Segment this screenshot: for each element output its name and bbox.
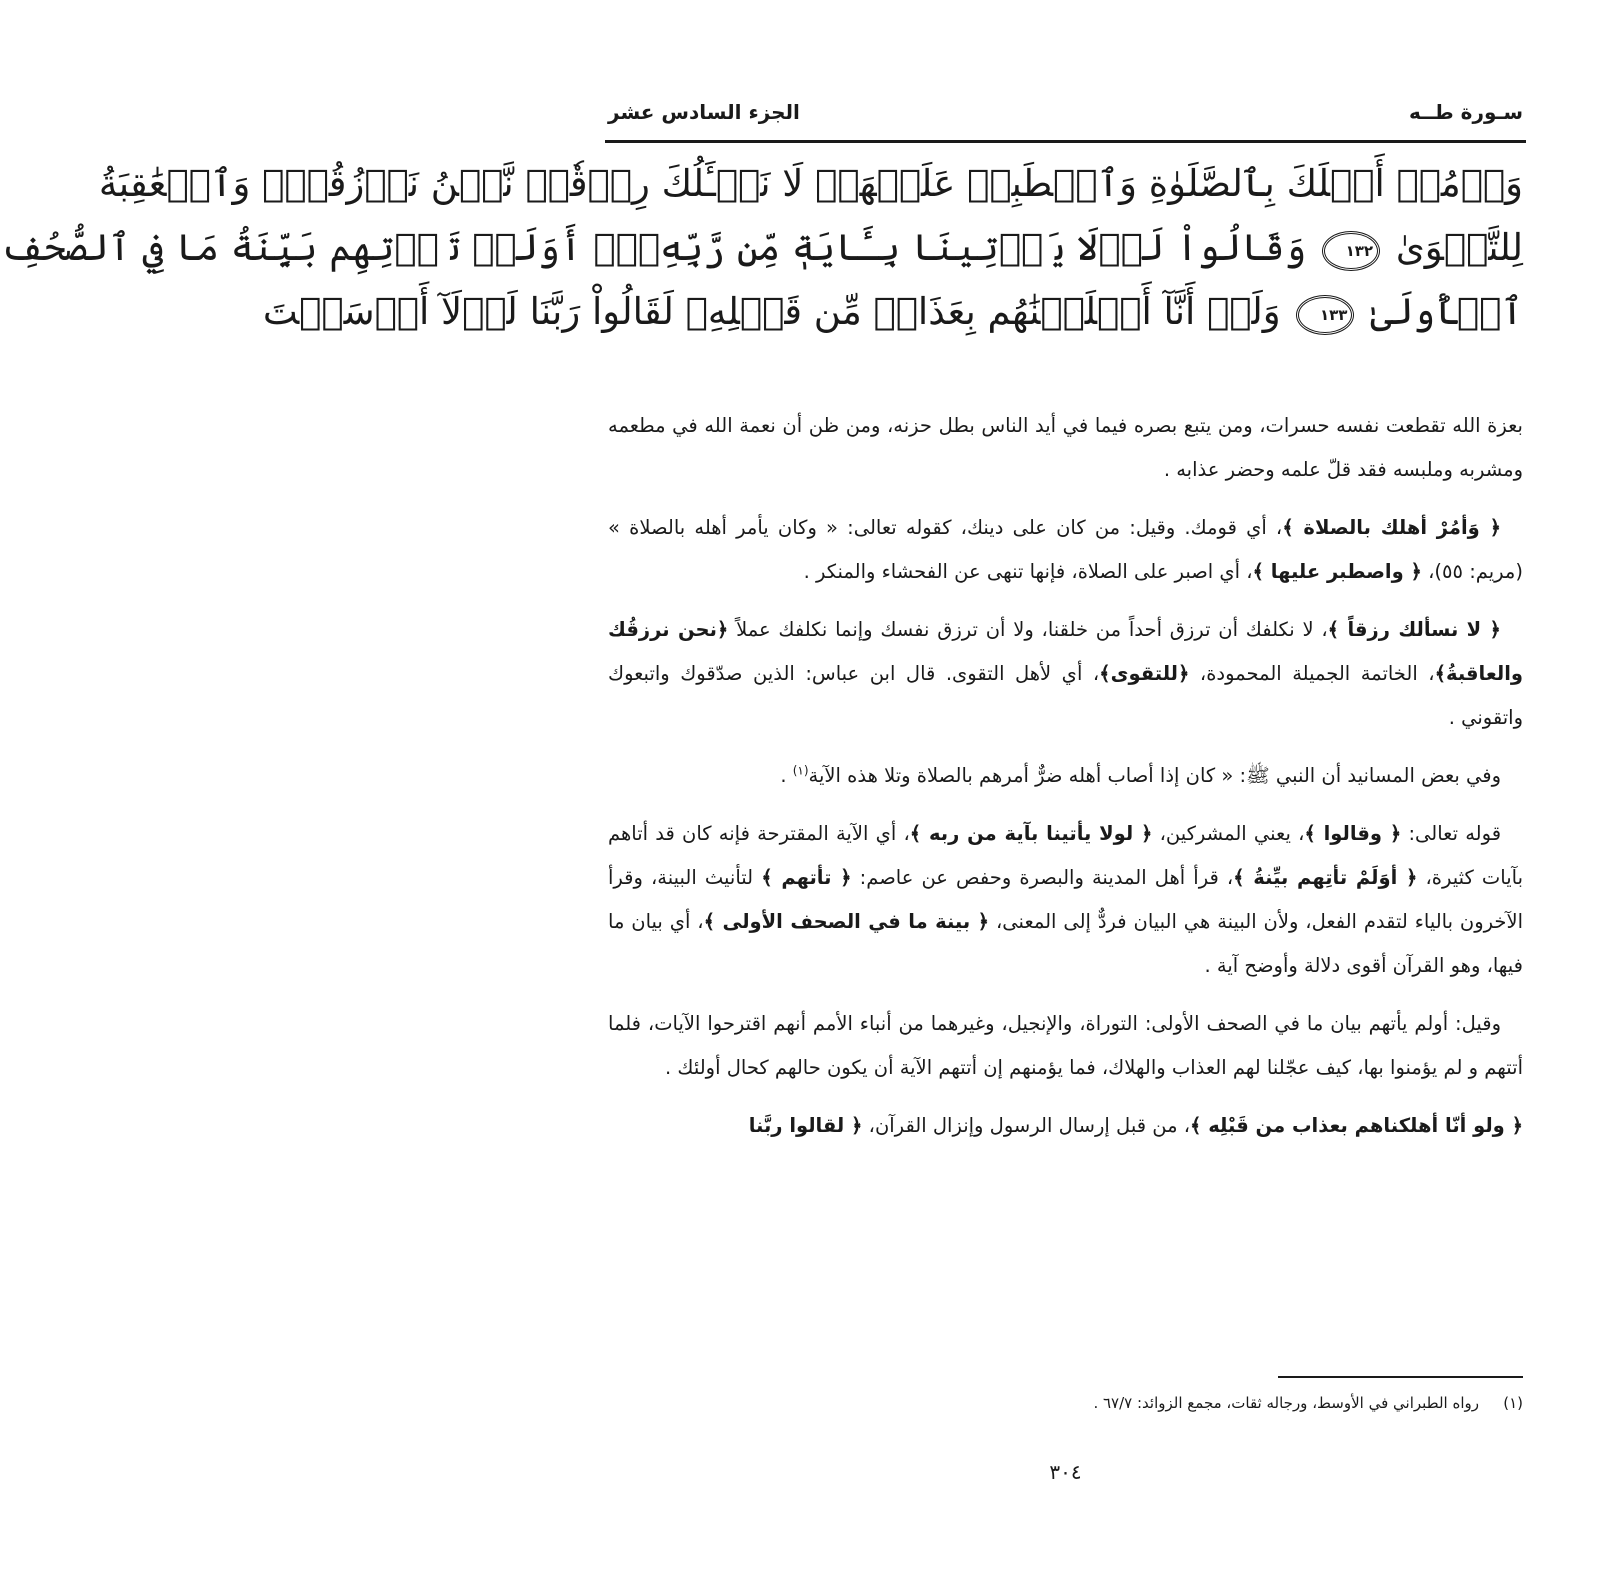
footnote-text: رواه الطبراني في الأوسط، ورجاله ثقات، مجمع الزوائد: ٦٧/٧ .	[1093, 1394, 1479, 1412]
paragraph-text: ، أي قومك. وقيل: من كان على دينك، كقوله تعالى: « وكان يأمر أهله بالصلاة » (مريم: ٥٥)،	[608, 516, 1523, 583]
commentary-text	[608, 404, 1523, 1162]
quoted-verse: ﴿ وَأمُرْ أهلك بالصلاة ﴾	[1282, 516, 1501, 539]
quoted-verse: ﴿ لا نسألك رزقاً ﴾	[1327, 618, 1501, 641]
paragraph-text: ، أي لأهل التقوى. قال ابن عباس: الذين صدّقوك واتبعوك واتقوني .	[608, 662, 1523, 729]
paragraph-text: ، يعني المشركين،	[1152, 822, 1305, 845]
footnote-rule	[1278, 1376, 1523, 1378]
header-rule	[605, 140, 1526, 143]
paragraph-3	[608, 608, 1523, 740]
paragraph-2	[608, 506, 1523, 594]
quoted-verse: ﴿نحن نرزقُك والعاقبةُ﴾	[608, 618, 1523, 685]
paragraph-text: وقيل: أولم يأتهم بيان ما في الصحف الأولى: التوراة، والإنجيل، وغيرهما من أنباء الأمم أنهم اقترحوا الآيات، فلما أتتهم و لم يؤمنوا بها، كيف عجّلنا لهم العذاب والهلاك، فما يؤمنهم إن أتتهم الآية أن يكون حالهم كحال أولئك .	[608, 1012, 1523, 1079]
quoted-verse: ﴿ واصطبر عليها ﴾	[1252, 560, 1422, 583]
quran-line-3-end: وَلَوۡ أَنَّآ أَهۡلَكۡنَٰهُم بِعَذَابٖ مِّن قَبۡلِهِۦ لَقَالُواْ رَبَّنَا لَوۡلَآ أَرۡسَلۡتَ	[262, 290, 1281, 333]
paragraph-5	[608, 812, 1523, 988]
surah-title: سـورة طــه	[1409, 100, 1523, 124]
quoted-verse: ﴿ ولو أنّا أهلكناهم بعذاب من قَبْلِه ﴾	[1190, 1114, 1523, 1137]
paragraph-text: ، أي اصبر على الصلاة، فإنها تنهى عن الفحشاء والمنكر .	[803, 560, 1253, 583]
running-header	[608, 92, 1523, 132]
paragraph-text: بعزة الله تقطعت نفسه حسرات، ومن يتبع بصره فيما في أيد الناس بطل حزنه، ومن ظن أن نعمة الله في مطعمه ومشربه وملبسه فقد قلّ علمه وحضر عذابه .	[608, 414, 1523, 481]
quran-line-2-end: وَقَالُواْ لَوۡلَا يَأۡتِينَا بِـَٔايَةٖ مِّن رَّبِّهِۦٓۚ أَوَلَمۡ تَأۡتِهِم بَيِّنَةُ مَا فِي ٱلصُّحُفِ	[0, 226, 1307, 269]
quran-line-2-start: لِلتَّقۡوَىٰ	[1395, 226, 1523, 269]
paragraph-text: ، أي بيان ما فيها، وهو القرآن أقوى دلالة وأوضح آية .	[608, 910, 1523, 977]
footnote-number: (١)	[1503, 1394, 1523, 1412]
quoted-verse: ﴿ بينة ما في الصحف الأولى ﴾	[703, 910, 990, 933]
paragraph-text: ، الخاتمة الجميلة المحمودة،	[1189, 662, 1435, 685]
quoted-verse: ﴿ لولا يأتينا بآية من ربه ﴾	[909, 822, 1153, 845]
ayah-number-marker: ١٣٢	[1322, 231, 1380, 271]
ayah-number-marker: ١٣٣	[1296, 295, 1354, 335]
juz-title: الجزء السادس عشر	[608, 100, 800, 124]
paragraph-text: وفي بعض المسانيد أن النبي ﷺ: « كان إذا أصاب أهله ضرٌّ أمرهم بالصلاة وتلا هذه الآية	[808, 764, 1501, 787]
quran-line-1: وَأۡمُرۡ أَهۡلَكَ بِٱلصَّلَوٰةِ وَٱصۡطَبِرۡ عَلَيۡهَاۖ لَا نَسۡـَٔلُكَ رِزۡقٗاۖ نَّحۡنُ نَرۡزُقُكَۗ وَٱلۡعَٰقِبَةُ	[98, 162, 1523, 205]
footnote-reference: (١)	[792, 763, 809, 778]
paragraph-text: ، أي الآية المقترحة فإنه كان قد أتاهم بآيات كثيرة،	[608, 822, 1523, 889]
footnote	[608, 1388, 1523, 1418]
paragraph-text: ، قرأ أهل المدينة والبصرة وحفص عن عاصم:	[851, 866, 1234, 889]
paragraph-text: لتأنيث البينة، وقرأ الآخرون بالياء لتقدم الفعل، ولأن البينة هي البيان فردٌّ إلى المعنى،	[608, 866, 1524, 933]
paragraph-7	[608, 1104, 1523, 1148]
page-number: ٣٠٤	[1049, 1460, 1082, 1484]
quran-line-3-start: ٱلۡأُولَىٰ	[1370, 290, 1523, 333]
quran-verses	[0, 152, 1523, 344]
paragraph-text: ، من قبل إرسال الرسول وإنزال القرآن،	[862, 1114, 1191, 1137]
paragraph-text: قوله تعالى:	[1401, 822, 1502, 845]
paragraph-1	[608, 404, 1523, 492]
quoted-verse: ﴿ تأتهم ﴾	[761, 866, 852, 889]
quoted-verse: ﴿ لقالوا ربَّنا	[748, 1114, 863, 1137]
quran-line-2	[0, 216, 1523, 280]
paragraph-4	[608, 754, 1523, 798]
quoted-verse: ﴿للتقوى﴾	[1099, 662, 1190, 685]
paragraph-6	[608, 1002, 1523, 1090]
paragraph-text: ، لا نكلفك أن ترزق أحداً من خلقنا، ولا أن ترزق نفسك وإنما نكلفك عملاً	[728, 618, 1328, 641]
quoted-verse: ﴿ وقالوا ﴾	[1304, 822, 1402, 845]
paragraph-text: .	[780, 764, 793, 787]
quoted-verse: ﴿ أوَلَمْ تأتِهم بيِّنةُ ﴾	[1233, 866, 1418, 889]
quran-line-3	[262, 280, 1523, 344]
